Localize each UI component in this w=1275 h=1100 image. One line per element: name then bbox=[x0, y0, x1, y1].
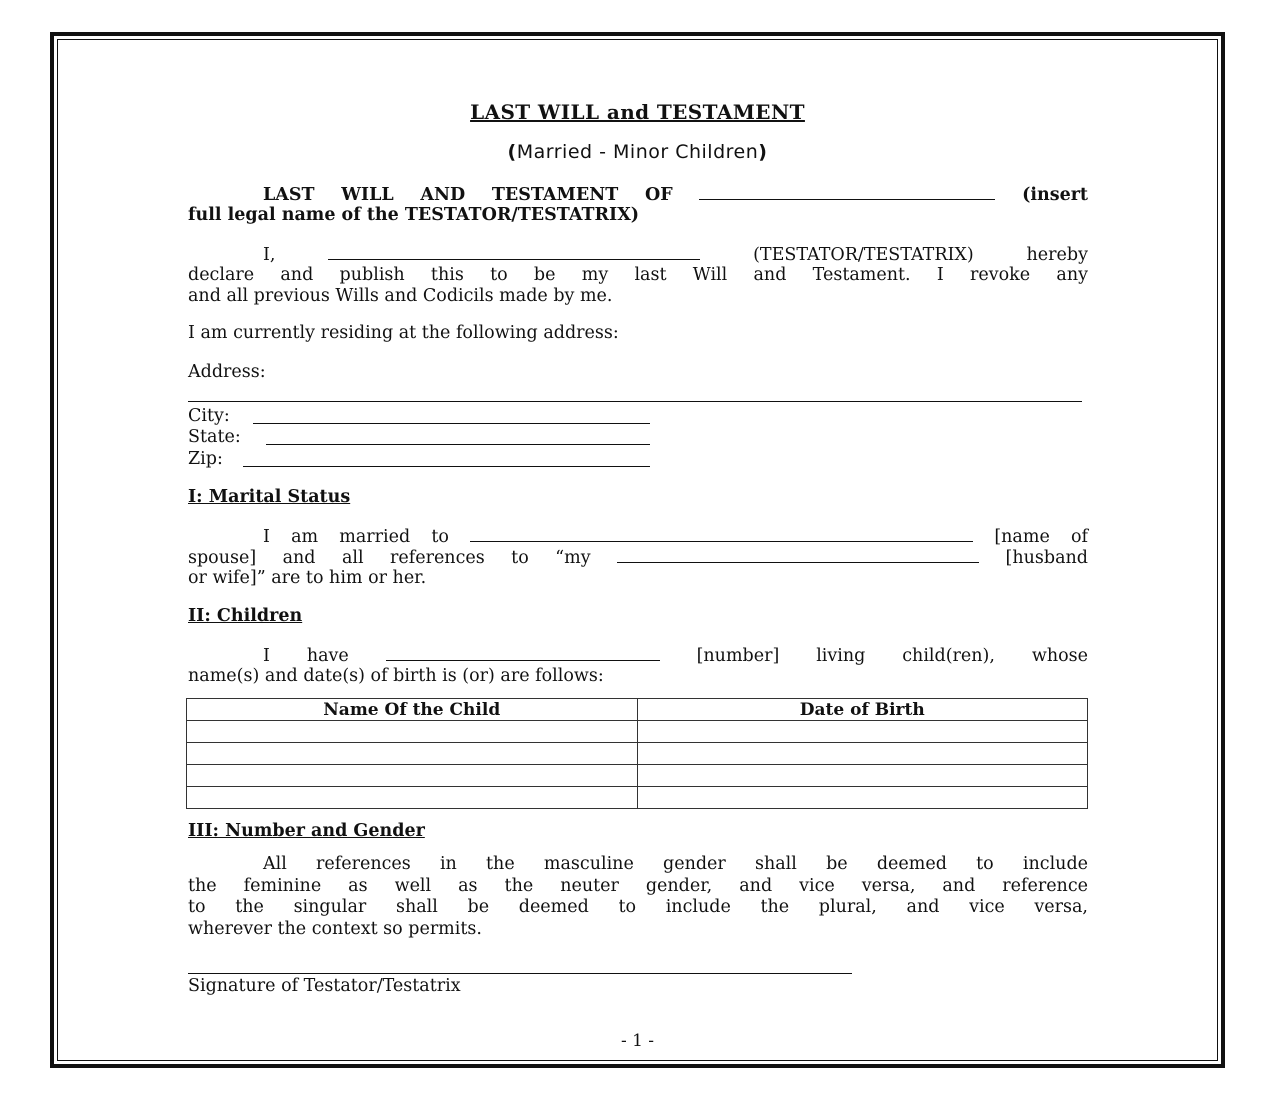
spouse-name-field[interactable] bbox=[470, 525, 973, 542]
section-1-heading: I: Marital Status bbox=[188, 487, 351, 507]
subtitle-text: Married - Minor Children bbox=[516, 141, 759, 163]
subtitle-close-paren: ) bbox=[758, 141, 768, 163]
husband-text: [husband bbox=[1005, 548, 1088, 568]
city-label: City: bbox=[188, 406, 230, 426]
section-1-line-3: or wife]” are to him or her. bbox=[188, 568, 427, 588]
date-of-birth-cell[interactable] bbox=[637, 721, 1088, 743]
table-row bbox=[187, 787, 1088, 809]
children-text: [number] living child(ren), whose bbox=[696, 646, 1088, 666]
children-table bbox=[186, 698, 1088, 809]
name-of-text: [name of bbox=[994, 527, 1088, 547]
address-field[interactable] bbox=[188, 401, 1082, 402]
zip-field[interactable] bbox=[243, 466, 650, 467]
residence-statement: I am currently residing at the following address: bbox=[188, 323, 619, 343]
child-name-cell[interactable] bbox=[187, 743, 638, 765]
husband-wife-field[interactable] bbox=[617, 546, 979, 563]
section-1-line-1 bbox=[188, 525, 1088, 549]
number-of-children-field[interactable] bbox=[386, 644, 660, 661]
subtitle-open-paren: ( bbox=[507, 141, 517, 163]
testator-name-field[interactable] bbox=[699, 183, 995, 200]
i-have-text: I have bbox=[263, 646, 349, 666]
table-header-row bbox=[187, 699, 1088, 721]
declaration-hereby: hereby bbox=[1026, 245, 1088, 265]
address-label: Address: bbox=[188, 362, 266, 382]
signature-label: Signature of Testator/Testatrix bbox=[188, 976, 461, 996]
column-header-date-of-birth: Date of Birth bbox=[637, 699, 1088, 721]
state-field[interactable] bbox=[266, 444, 650, 445]
section-2-heading: II: Children bbox=[188, 606, 303, 626]
section-2-line-2: name(s) and date(s) of birth is (or) are follows: bbox=[188, 666, 604, 686]
references-text: spouse] and all references to “my bbox=[188, 548, 591, 568]
table-row bbox=[187, 721, 1088, 743]
state-label: State: bbox=[188, 427, 241, 447]
section-3-line-1: All references in the masculine gender shall be deemed to include bbox=[263, 854, 1088, 874]
section-2-line-1 bbox=[188, 644, 1088, 668]
declaration-line-3: and all previous Wills and Codicils made by me. bbox=[188, 286, 613, 306]
table-row bbox=[187, 765, 1088, 787]
child-name-cell[interactable] bbox=[187, 787, 638, 809]
heading-line-1 bbox=[188, 183, 1088, 207]
section-1-line-2 bbox=[188, 546, 1088, 570]
declarant-name-field[interactable] bbox=[328, 243, 700, 260]
date-of-birth-cell[interactable] bbox=[637, 765, 1088, 787]
column-header-child-name: Name Of the Child bbox=[187, 699, 638, 721]
city-field[interactable] bbox=[253, 423, 650, 424]
married-to-text: I am married to bbox=[263, 527, 449, 547]
section-3-line-3: to the singular shall be deemed to include the plural, and vice versa, bbox=[188, 897, 1088, 917]
date-of-birth-cell[interactable] bbox=[637, 787, 1088, 809]
signature-line[interactable] bbox=[188, 973, 852, 974]
heading-prefix: LAST WILL AND TESTAMENT OF bbox=[263, 185, 673, 205]
heading-line-2: full legal name of the TESTATOR/TESTATRIX) bbox=[188, 205, 640, 225]
declaration-line-1 bbox=[188, 243, 1088, 267]
declaration-line-2: declare and publish this to be my last Will and Testament. I revoke any bbox=[188, 265, 1088, 285]
section-3-line-2: the feminine as well as the neuter gender, and vice versa, and reference bbox=[188, 876, 1088, 896]
child-name-cell[interactable] bbox=[187, 765, 638, 787]
heading-suffix: (insert bbox=[1022, 185, 1089, 205]
document-title: LAST WILL and TESTAMENT bbox=[470, 100, 805, 124]
section-3-line-4: wherever the context so permits. bbox=[188, 919, 482, 939]
table-row bbox=[187, 743, 1088, 765]
date-of-birth-cell[interactable] bbox=[637, 743, 1088, 765]
child-name-cell[interactable] bbox=[187, 721, 638, 743]
page-number: - 1 - bbox=[620, 1031, 655, 1051]
section-3-heading: III: Number and Gender bbox=[188, 821, 425, 841]
document-subtitle bbox=[0, 141, 1275, 163]
zip-label: Zip: bbox=[188, 449, 223, 469]
declaration-i: I, bbox=[263, 245, 276, 265]
declaration-role: (TESTATOR/TESTATRIX) bbox=[753, 245, 974, 265]
